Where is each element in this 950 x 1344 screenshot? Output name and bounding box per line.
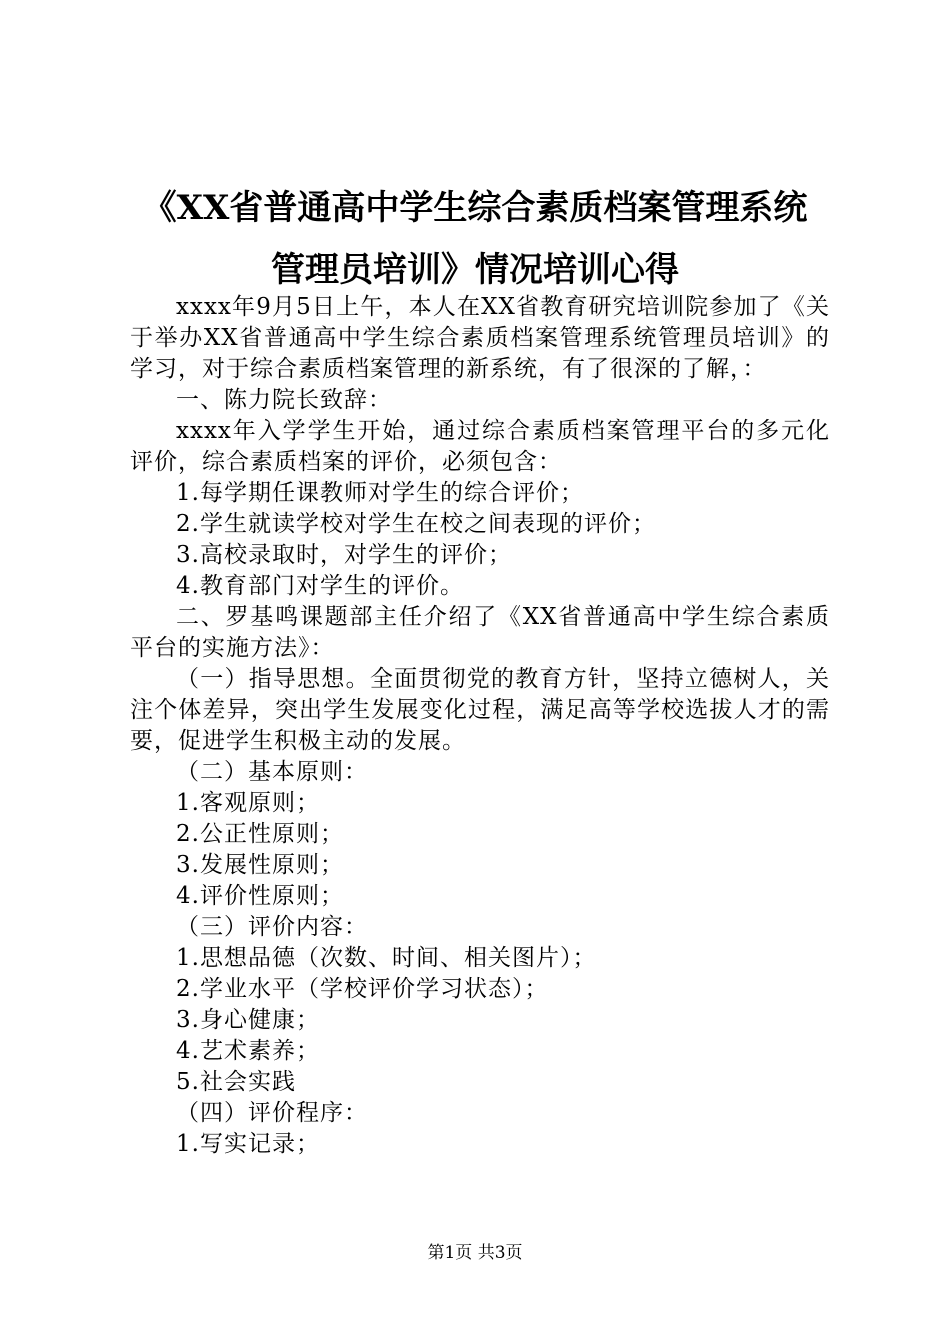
document-title-line-2: 管理员培训》情况培训心得 bbox=[271, 250, 679, 290]
subsection-heading: （四）评价程序： bbox=[176, 1100, 368, 1126]
list-item: 5.社会实践 bbox=[176, 1069, 296, 1095]
document-body bbox=[130, 292, 830, 1160]
document-title-line-1: 《XX省普通高中学生综合素质档案管理系统 bbox=[142, 188, 808, 228]
list-item: 1.写实记录； bbox=[176, 1131, 320, 1157]
paragraph-guiding-ideology: （一）指导思想。全面贯彻党的教育方针，坚持立德树人，关注个体差异，突出学生发展变化过程，满足高等学校选拔人才的需要，促进学生积极主动的发展。 bbox=[130, 666, 830, 754]
list-item: 2.学生就读学校对学生在校之间表现的评价； bbox=[176, 511, 656, 537]
list-item: 4.艺术素养； bbox=[176, 1038, 320, 1064]
list-item: 4.评价性原则； bbox=[176, 883, 344, 909]
list-item: 3.发展性原则； bbox=[176, 852, 344, 878]
list-item: 2.公正性原则； bbox=[176, 821, 344, 847]
page-footer: 第1页 共3页 bbox=[427, 1243, 523, 1263]
list-item: 1.思想品德（次数、时间、相关图片）； bbox=[176, 945, 597, 971]
list-item: 1.客观原则； bbox=[176, 790, 320, 816]
paragraph-evaluation: xxxx年入学学生开始，通过综合素质档案管理平台的多元化评价，综合素质档案的评价，必须包含： bbox=[130, 418, 830, 475]
list-item: 1.每学期任课教师对学生的综合评价； bbox=[176, 480, 584, 506]
list-item: 3.身心健康； bbox=[176, 1007, 320, 1033]
paragraph-intro: xxxx年9月5日上午，本人在XX省教育研究培训院参加了《关于举办XX省普通高中学生综合素质档案管理系统管理员培训》的学习，对于综合素质档案管理的新系统，有了很深的了解，： bbox=[130, 294, 830, 382]
list-item: 2.学业水平（学校评价学习状态）； bbox=[176, 976, 549, 1002]
section-heading-1: 一、陈力院长致辞： bbox=[176, 387, 392, 413]
subsection-heading: （三）评价内容： bbox=[176, 914, 368, 940]
subsection-heading: （二）基本原则： bbox=[176, 759, 368, 785]
section-heading-2: 二、罗基鸣课题部主任介绍了《XX省普通高中学生综合素质平台的实施方法》： bbox=[130, 604, 830, 661]
list-item: 3.高校录取时，对学生的评价； bbox=[176, 542, 512, 568]
list-item: 4.教育部门对学生的评价。 bbox=[176, 573, 464, 599]
